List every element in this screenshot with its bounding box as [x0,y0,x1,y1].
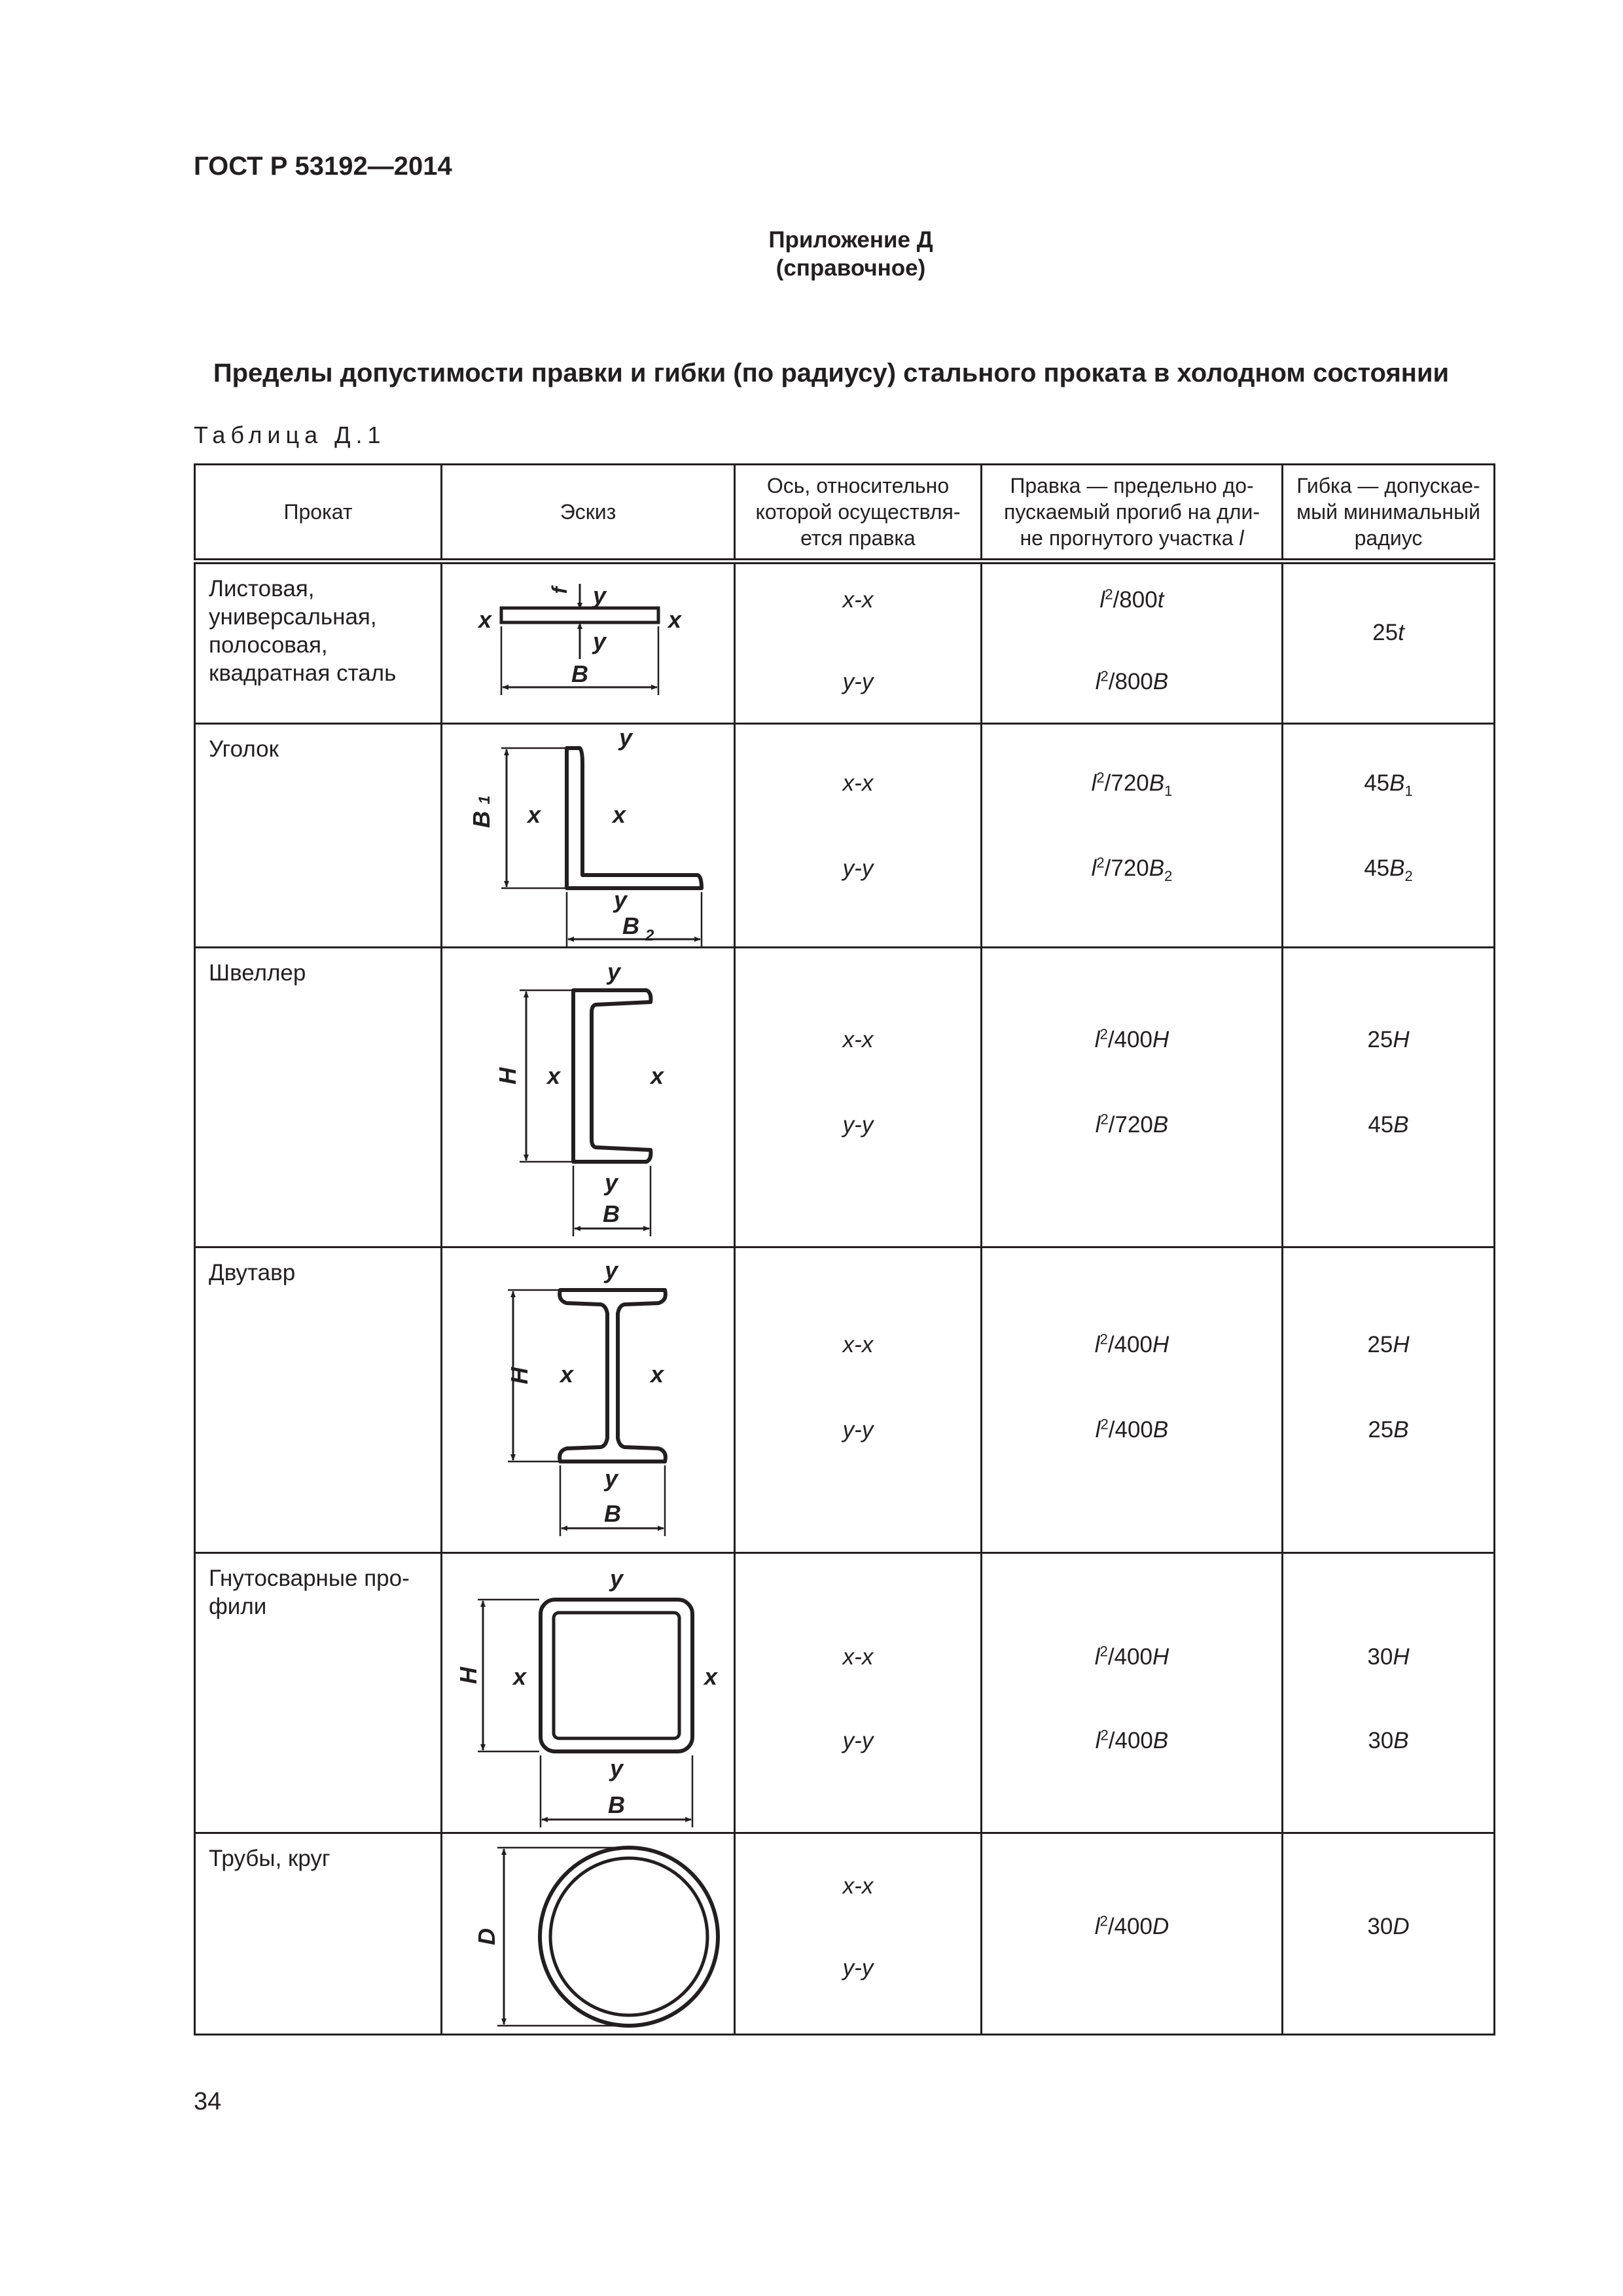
tube-inner [550,1858,707,2015]
sketch-label: y [609,1565,624,1592]
sketch-label: f [548,586,571,594]
plate-section [501,608,658,622]
deflection-value: $l^2/400H$ [1094,1026,1169,1052]
deflection-value: $l^2/400H$ [1094,1643,1169,1670]
profile-sketch [442,1554,736,1832]
bend-radius-cell [1283,948,1495,1247]
sketch-cell [442,562,735,724]
deflection-cell [982,1247,1283,1553]
product-name-line: Гнутосварные про- [209,1566,410,1591]
bend-radius-cell [1283,1833,1495,2035]
sketch-label: y [607,958,621,985]
page-title: Пределы допустимости правки и гибки (по радиусу) стального проката в холодном состоянии [213,359,1450,387]
axis-value: y-y [842,855,874,881]
header-bending [1283,465,1495,562]
deflection-cell [982,1833,1283,2035]
sketch-cell [442,724,735,948]
axis-cell [735,948,982,1247]
axis-cell [735,1247,982,1553]
header-straightening [982,465,1283,562]
sketch-label: x [612,801,626,828]
axis-value: y-y [842,1955,874,1981]
sketch-label: 1 [476,795,493,804]
sketch-label: B [604,1500,621,1527]
table-row [195,562,1495,724]
product-name-line: полосовая, [209,632,328,658]
product-name [195,948,442,1247]
bend-radius-value: 25H [1367,1027,1410,1052]
sketch-cell [442,1247,735,1553]
axis-value: y-y [842,1112,874,1138]
sketch-cell [442,1833,735,2035]
bend-radius-value: 25t [1372,620,1404,645]
axis-value: x-x [842,1644,874,1670]
product-name-line: Швеллер [209,960,306,986]
axis-value: y-y [842,1728,874,1753]
bend-radius-value: 25H [1367,1332,1410,1357]
header-rolled-product: Прокат [195,465,442,562]
table-row [195,1553,1495,1833]
axis-value: x-x [842,587,874,613]
annex-title: Приложение Д [768,227,933,253]
sketch-label: B [603,1200,620,1227]
product-name-line: квадратная сталь [209,660,397,686]
sketch-label: x [478,606,492,633]
annex-subtitle: (справочное) [776,255,926,281]
table-header-row [195,465,1495,562]
profile-sketch [442,725,736,946]
annex-heading [589,226,1113,282]
axis-value: x-x [842,1332,874,1357]
i-beam-section [560,1290,666,1462]
product-name-line: Трубы, круг [209,1846,330,1871]
sketch-label: y [618,725,633,751]
tube-outer [540,1848,718,2026]
header-bending-line: радиус [1354,526,1423,550]
bend-radius-value: $45B_1$ [1364,770,1413,799]
profile-sketch [442,948,736,1246]
sketch-label: x [704,1663,718,1690]
hollow-section-outer [541,1600,692,1751]
table-row [195,1833,1495,2035]
product-name [195,1247,442,1553]
channel-section [573,990,651,1162]
sketch-label: x [527,801,541,828]
header-axis [735,465,982,562]
deflection-cell [982,948,1283,1247]
axis-cell [735,1553,982,1833]
deflection-value: $l^2/800t$ [1099,586,1164,613]
sketch-label: H [506,1367,533,1384]
sketch-label: x [546,1062,561,1089]
bend-radius-value: 30H [1367,1644,1410,1670]
table-row [195,724,1495,948]
product-name [195,1833,442,2035]
sketch-label: 2 [645,927,654,944]
product-name-line: Двутавр [209,1260,296,1285]
header-axis-line: Ось, относительно [766,474,950,497]
header-straightening-line: Правка — предельно до- [1010,474,1254,497]
angle-section [567,748,702,888]
deflection-value: $l^2/400B$ [1095,1416,1169,1443]
axis-value: y-y [842,1417,874,1443]
deflection-value: $l^2/400B$ [1095,1727,1169,1753]
product-name-line: Уголок [209,736,279,762]
sketch-label: x [668,606,682,633]
sketch-label: x [560,1361,574,1388]
deflection-cell [982,562,1283,724]
page-number: 34 [194,2088,222,2115]
sketch-label: y [592,582,607,609]
table-label: Таблица Д.1 [194,422,386,448]
deflection-value: $l^2/800B$ [1095,668,1169,694]
sketch-label: B [608,1791,625,1818]
product-name [195,562,442,724]
deflection-cell [982,724,1283,948]
sketch-cell [442,1553,735,1833]
axis-cell [735,1833,982,2035]
sketch-label: y [604,1465,618,1492]
bend-radius-value: $45B_2$ [1364,855,1413,884]
bend-radius-value: 30B [1368,1728,1409,1753]
bend-radius-cell [1283,1553,1495,1833]
header-straightening-line: пускаемый прогиб на дли- [1004,500,1260,524]
header-length-var: l [1239,526,1244,550]
bend-radius-value: 25B [1368,1417,1409,1443]
header-axis-line: которой осуществля- [755,500,961,524]
axis-value: x-x [842,1873,874,1899]
product-name-line: Листовая, [209,576,315,601]
sketch-label: B [571,660,588,687]
data-table [194,463,1495,2036]
sketch-label: y [609,1755,624,1782]
sketch-label: D [473,1928,500,1945]
product-name-line: универсальная, [209,604,377,630]
bend-radius-cell [1283,562,1495,724]
axis-cell [735,724,982,948]
axis-cell [735,562,982,724]
header-bending-line: Гибка — допускае- [1296,474,1480,497]
product-name-line: фили [209,1594,267,1619]
bend-radius-cell [1283,724,1495,948]
sketch-label: x [650,1062,664,1089]
bend-radius-value: 30D [1367,1914,1410,1939]
deflection-value: $l^2/720B_2$ [1091,854,1173,884]
deflection-value: $l^2/400D$ [1094,1912,1169,1939]
bend-radius-value: 45B [1368,1112,1409,1138]
product-name [195,1553,442,1833]
product-name [195,724,442,948]
sketch-label: B [622,912,639,939]
hollow-section-inner [554,1613,679,1738]
sketch-label: H [494,1067,521,1085]
bend-radius-cell [1283,1247,1495,1553]
axis-value: x-x [842,770,874,796]
sketch-label: x [512,1663,527,1690]
table-row [195,1247,1495,1553]
deflection-value: $l^2/720B_1$ [1091,769,1173,799]
header-bending-line: мый минимальный [1296,500,1480,524]
sketch-label: B [468,811,495,828]
header-axis-line: ется правка [800,526,916,550]
sketch-cell [442,948,735,1247]
axis-value: x-x [842,1027,874,1052]
deflection-value: $l^2/400H$ [1094,1331,1169,1357]
sketch-label: y [592,628,607,655]
sketch-label: y [613,886,628,913]
sketch-label: H [455,1667,482,1684]
table-row [195,948,1495,1247]
profile-sketch [442,564,736,723]
deflection-cell [982,1553,1283,1833]
sketch-label: y [604,1257,618,1283]
sketch-label: y [604,1169,618,1196]
profile-sketch [442,1834,736,2034]
header-straightening-line: не прогнутого участка l [1020,526,1244,550]
document-code: ГОСТ Р 53192—2014 [194,152,452,181]
header-sketch: Эскиз [442,465,735,562]
axis-value: y-y [842,669,874,694]
profile-sketch [442,1248,736,1552]
deflection-value: $l^2/720B$ [1095,1111,1169,1138]
sketch-label: x [650,1361,664,1388]
